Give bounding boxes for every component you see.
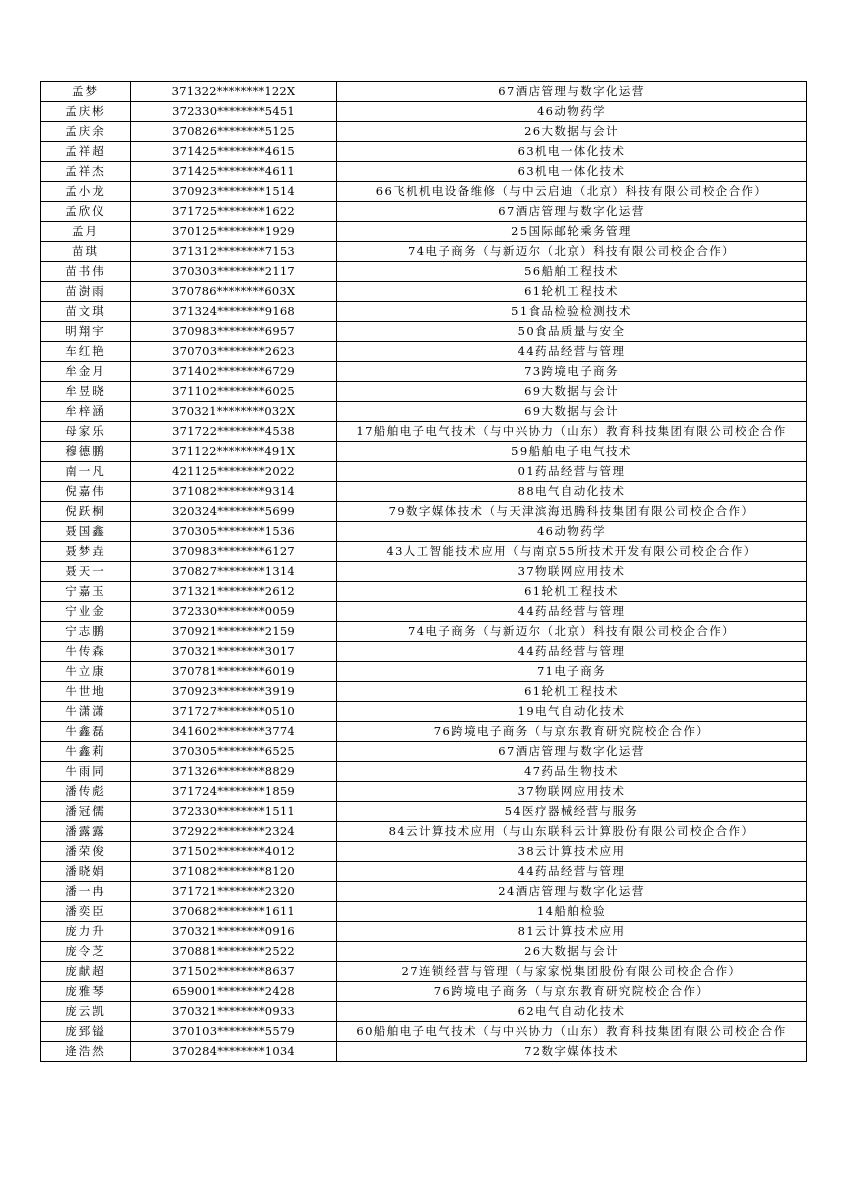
student-name-cell: 倪跃桐 <box>41 502 131 522</box>
id-number-cell: 370305********1536 <box>131 522 337 542</box>
table-row <box>41 762 807 782</box>
student-name-cell: 苗琪 <box>41 242 131 262</box>
id-number-cell: 372330********5451 <box>131 102 337 122</box>
student-name-cell: 牛鑫磊 <box>41 722 131 742</box>
id-number-cell: 370103********5579 <box>131 1022 337 1042</box>
table-row <box>41 282 807 302</box>
table-row <box>41 102 807 122</box>
id-number-cell: 370923********1514 <box>131 182 337 202</box>
major-cell: 71电子商务 <box>337 662 807 682</box>
table-row <box>41 882 807 902</box>
id-number-cell: 341602********3774 <box>131 722 337 742</box>
major-cell: 67酒店管理与数字化运营 <box>337 742 807 762</box>
major-cell: 63机电一体化技术 <box>337 142 807 162</box>
id-number-cell: 370303********2117 <box>131 262 337 282</box>
id-number-cell: 370781********6019 <box>131 662 337 682</box>
major-cell: 59船舶电子电气技术 <box>337 442 807 462</box>
table-row <box>41 642 807 662</box>
student-table-sheet <box>40 81 806 1062</box>
id-number-cell: 370682********1611 <box>131 902 337 922</box>
id-number-cell: 372330********1511 <box>131 802 337 822</box>
student-name-cell: 孟祥杰 <box>41 162 131 182</box>
id-number-cell: 370321********0933 <box>131 1002 337 1022</box>
major-cell: 74电子商务（与新迈尔（北京）科技有限公司校企合作） <box>337 622 807 642</box>
student-name-cell: 庞郅镒 <box>41 1022 131 1042</box>
table-row <box>41 982 807 1002</box>
student-name-cell: 潘奕臣 <box>41 902 131 922</box>
id-number-cell: 371402********6729 <box>131 362 337 382</box>
id-number-cell: 370786********603X <box>131 282 337 302</box>
table-row <box>41 1022 807 1042</box>
student-name-cell: 南一凡 <box>41 462 131 482</box>
table-row <box>41 822 807 842</box>
student-name-cell: 聂天一 <box>41 562 131 582</box>
major-cell: 69大数据与会计 <box>337 402 807 422</box>
major-cell: 66飞机机电设备维修（与中云启迪（北京）科技有限公司校企合作） <box>337 182 807 202</box>
student-name-cell: 孟月 <box>41 222 131 242</box>
table-row <box>41 462 807 482</box>
table-row <box>41 322 807 342</box>
table-row <box>41 842 807 862</box>
student-name-cell: 倪嘉伟 <box>41 482 131 502</box>
student-name-cell: 潘荣俊 <box>41 842 131 862</box>
student-name-cell: 牟昱晓 <box>41 382 131 402</box>
student-name-cell: 苗书伟 <box>41 262 131 282</box>
id-number-cell: 370983********6957 <box>131 322 337 342</box>
table-row <box>41 342 807 362</box>
major-cell: 74电子商务（与新迈尔（北京）科技有限公司校企合作） <box>337 242 807 262</box>
student-name-cell: 庞力升 <box>41 922 131 942</box>
major-cell: 61轮机工程技术 <box>337 582 807 602</box>
id-number-cell: 370923********3919 <box>131 682 337 702</box>
table-row <box>41 222 807 242</box>
major-cell: 17船舶电子电气技术（与中兴协力（山东）教育科技集团有限公司校企合作 <box>337 422 807 442</box>
id-number-cell: 372330********0059 <box>131 602 337 622</box>
student-name-cell: 牟金月 <box>41 362 131 382</box>
table-row <box>41 262 807 282</box>
student-name-cell: 逄浩然 <box>41 1042 131 1062</box>
major-cell: 26大数据与会计 <box>337 942 807 962</box>
student-name-cell: 潘晓娟 <box>41 862 131 882</box>
student-name-cell: 宁志鹏 <box>41 622 131 642</box>
major-cell: 24酒店管理与数字化运营 <box>337 882 807 902</box>
id-number-cell: 370921********2159 <box>131 622 337 642</box>
table-row <box>41 702 807 722</box>
student-name-cell: 潘冠儒 <box>41 802 131 822</box>
id-number-cell: 371721********2320 <box>131 882 337 902</box>
table-row <box>41 862 807 882</box>
major-cell: 61轮机工程技术 <box>337 282 807 302</box>
table-row <box>41 362 807 382</box>
major-cell: 76跨境电子商务（与京东教育研究院校企合作） <box>337 982 807 1002</box>
major-cell: 46动物药学 <box>337 522 807 542</box>
major-cell: 50食品质量与安全 <box>337 322 807 342</box>
student-name-cell: 牟梓涵 <box>41 402 131 422</box>
student-name-cell: 母家乐 <box>41 422 131 442</box>
major-cell: 62电气自动化技术 <box>337 1002 807 1022</box>
table-row <box>41 902 807 922</box>
table-row <box>41 402 807 422</box>
id-number-cell: 370826********5125 <box>131 122 337 142</box>
major-cell: 25国际邮轮乘务管理 <box>337 222 807 242</box>
id-number-cell: 370321********0916 <box>131 922 337 942</box>
major-cell: 44药品经营与管理 <box>337 342 807 362</box>
id-number-cell: 370703********2623 <box>131 342 337 362</box>
student-name-cell: 孟欣仪 <box>41 202 131 222</box>
major-cell: 44药品经营与管理 <box>337 862 807 882</box>
table-row <box>41 442 807 462</box>
student-name-cell: 孟小龙 <box>41 182 131 202</box>
table-row <box>41 602 807 622</box>
major-cell: 46动物药学 <box>337 102 807 122</box>
student-table <box>40 81 807 1062</box>
id-number-cell: 371322********122X <box>131 82 337 102</box>
table-row <box>41 522 807 542</box>
student-name-cell: 牛传森 <box>41 642 131 662</box>
student-name-cell: 聂梦垚 <box>41 542 131 562</box>
student-name-cell: 苗澍雨 <box>41 282 131 302</box>
major-cell: 43人工智能技术应用（与南京55所技术开发有限公司校企合作） <box>337 542 807 562</box>
table-row <box>41 302 807 322</box>
table-row <box>41 502 807 522</box>
major-cell: 54医疗器械经营与服务 <box>337 802 807 822</box>
id-number-cell: 371724********1859 <box>131 782 337 802</box>
table-row <box>41 542 807 562</box>
major-cell: 84云计算技术应用（与山东联科云计算股份有限公司校企合作） <box>337 822 807 842</box>
id-number-cell: 371102********6025 <box>131 382 337 402</box>
student-name-cell: 宁嘉玉 <box>41 582 131 602</box>
id-number-cell: 370983********6127 <box>131 542 337 562</box>
major-cell: 27连锁经营与管理（与家家悦集团股份有限公司校企合作） <box>337 962 807 982</box>
major-cell: 60船舶电子电气技术（与中兴协力（山东）教育科技集团有限公司校企合作 <box>337 1022 807 1042</box>
table-row <box>41 662 807 682</box>
student-name-cell: 苗文琪 <box>41 302 131 322</box>
id-number-cell: 370125********1929 <box>131 222 337 242</box>
student-name-cell: 庞献超 <box>41 962 131 982</box>
id-number-cell: 370321********3017 <box>131 642 337 662</box>
id-number-cell: 370305********6525 <box>131 742 337 762</box>
id-number-cell: 371324********9168 <box>131 302 337 322</box>
major-cell: 37物联网应用技术 <box>337 562 807 582</box>
id-number-cell: 371122********491X <box>131 442 337 462</box>
major-cell: 79数字媒体技术（与天津滨海迅腾科技集团有限公司校企合作） <box>337 502 807 522</box>
table-row <box>41 562 807 582</box>
table-row <box>41 122 807 142</box>
id-number-cell: 421125********2022 <box>131 462 337 482</box>
table-row <box>41 82 807 102</box>
id-number-cell: 371082********8120 <box>131 862 337 882</box>
student-name-cell: 潘露露 <box>41 822 131 842</box>
student-name-cell: 牛世地 <box>41 682 131 702</box>
table-row <box>41 242 807 262</box>
major-cell: 01药品经营与管理 <box>337 462 807 482</box>
student-name-cell: 庞令芝 <box>41 942 131 962</box>
table-row <box>41 962 807 982</box>
table-row <box>41 382 807 402</box>
student-name-cell: 牛潇潇 <box>41 702 131 722</box>
major-cell: 72数字媒体技术 <box>337 1042 807 1062</box>
table-row <box>41 802 807 822</box>
table-row <box>41 922 807 942</box>
major-cell: 37物联网应用技术 <box>337 782 807 802</box>
student-name-cell: 车红艳 <box>41 342 131 362</box>
student-name-cell: 潘传彪 <box>41 782 131 802</box>
id-number-cell: 370881********2522 <box>131 942 337 962</box>
id-number-cell: 371326********8829 <box>131 762 337 782</box>
major-cell: 14船舶检验 <box>337 902 807 922</box>
id-number-cell: 371725********1622 <box>131 202 337 222</box>
student-name-cell: 牛鑫莉 <box>41 742 131 762</box>
id-number-cell: 370284********1034 <box>131 1042 337 1062</box>
id-number-cell: 371722********4538 <box>131 422 337 442</box>
major-cell: 51食品检验检测技术 <box>337 302 807 322</box>
table-row <box>41 162 807 182</box>
major-cell: 76跨境电子商务（与京东教育研究院校企合作） <box>337 722 807 742</box>
table-row <box>41 742 807 762</box>
student-name-cell: 孟庆余 <box>41 122 131 142</box>
major-cell: 67酒店管理与数字化运营 <box>337 82 807 102</box>
major-cell: 81云计算技术应用 <box>337 922 807 942</box>
table-row <box>41 682 807 702</box>
major-cell: 73跨境电子商务 <box>337 362 807 382</box>
id-number-cell: 372922********2324 <box>131 822 337 842</box>
table-row <box>41 782 807 802</box>
id-number-cell: 371321********2612 <box>131 582 337 602</box>
major-cell: 19电气自动化技术 <box>337 702 807 722</box>
id-number-cell: 371425********4611 <box>131 162 337 182</box>
table-row <box>41 622 807 642</box>
id-number-cell: 371312********7153 <box>131 242 337 262</box>
student-name-cell: 潘一冉 <box>41 882 131 902</box>
major-cell: 61轮机工程技术 <box>337 682 807 702</box>
table-row <box>41 722 807 742</box>
id-number-cell: 371425********4615 <box>131 142 337 162</box>
major-cell: 38云计算技术应用 <box>337 842 807 862</box>
table-row <box>41 202 807 222</box>
student-name-cell: 聂国鑫 <box>41 522 131 542</box>
student-name-cell: 庞雅琴 <box>41 982 131 1002</box>
id-number-cell: 370827********1314 <box>131 562 337 582</box>
student-name-cell: 孟庆彬 <box>41 102 131 122</box>
table-body <box>41 82 807 1062</box>
student-name-cell: 牛立康 <box>41 662 131 682</box>
student-name-cell: 明翔宇 <box>41 322 131 342</box>
major-cell: 47药品生物技术 <box>337 762 807 782</box>
table-row <box>41 142 807 162</box>
student-name-cell: 庞云凯 <box>41 1002 131 1022</box>
major-cell: 63机电一体化技术 <box>337 162 807 182</box>
student-name-cell: 牛雨同 <box>41 762 131 782</box>
major-cell: 26大数据与会计 <box>337 122 807 142</box>
table-row <box>41 422 807 442</box>
major-cell: 69大数据与会计 <box>337 382 807 402</box>
id-number-cell: 370321********032X <box>131 402 337 422</box>
major-cell: 44药品经营与管理 <box>337 602 807 622</box>
id-number-cell: 371502********4012 <box>131 842 337 862</box>
table-row <box>41 1002 807 1022</box>
major-cell: 56船舶工程技术 <box>337 262 807 282</box>
major-cell: 67酒店管理与数字化运营 <box>337 202 807 222</box>
id-number-cell: 371082********9314 <box>131 482 337 502</box>
table-row <box>41 482 807 502</box>
table-row <box>41 182 807 202</box>
student-name-cell: 孟梦 <box>41 82 131 102</box>
major-cell: 88电气自动化技术 <box>337 482 807 502</box>
table-row <box>41 1042 807 1062</box>
id-number-cell: 320324********5699 <box>131 502 337 522</box>
major-cell: 44药品经营与管理 <box>337 642 807 662</box>
table-row <box>41 582 807 602</box>
table-row <box>41 942 807 962</box>
student-name-cell: 穆德鹏 <box>41 442 131 462</box>
id-number-cell: 371727********0510 <box>131 702 337 722</box>
student-name-cell: 孟祥超 <box>41 142 131 162</box>
id-number-cell: 371502********8637 <box>131 962 337 982</box>
id-number-cell: 659001********2428 <box>131 982 337 1002</box>
student-name-cell: 宁业金 <box>41 602 131 622</box>
